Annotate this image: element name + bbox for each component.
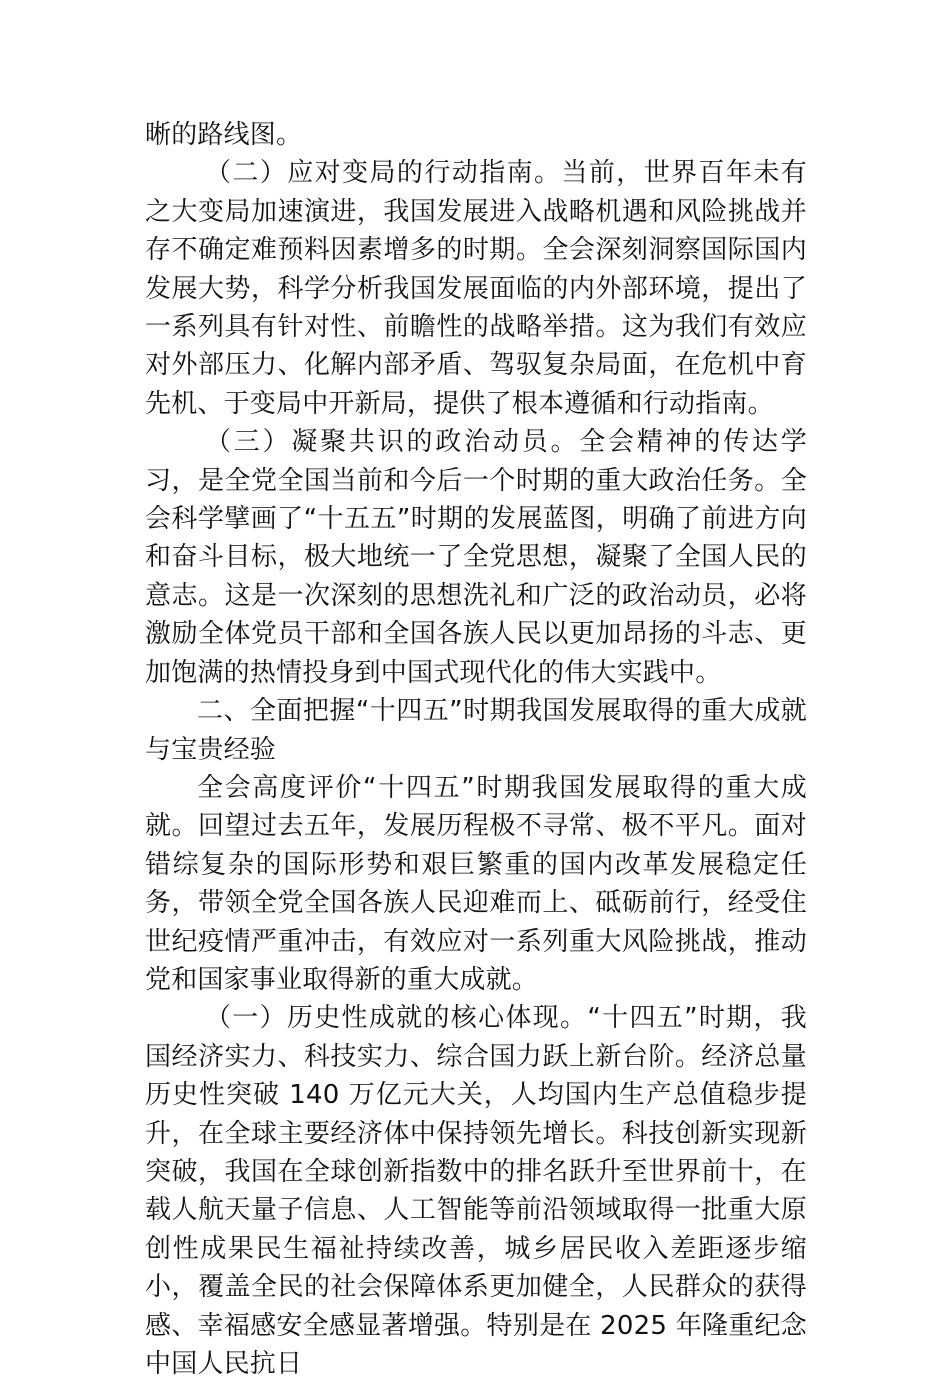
document-body bbox=[145, 116, 807, 1383]
paragraph-intro: 全会高度评价“十四五”时期我国发展取得的重大成就。回望过去五年，发展历程极不寻常、极不平凡。面对错综复杂的国际形势和艰巨繁重的国内改革发展稳定任务，带领全党全国各族人民迎难而上、砥砺前行，经受住世纪疫情严重冲击，有效应对一系列重大风险挑战，推动党和国家事业取得新的重大成就。 bbox=[145, 772, 807, 995]
paragraph-subsection-2: （二）应对变局的行动指南。当前，世界百年未有之大变局加速演进，我国发展进入战略机遇和风险挑战并存不确定难预料因素增多的时期。全会深刻洞察国际国内发展大势，科学分析我国发展面临的内外部环境，提出了一系列具有针对性、前瞻性的战略举措。这为我们有效应对外部压力、化解内部矛盾、驾驭复杂局面，在危机中育先机、于变局中开新局，提供了根本遵循和行动指南。 bbox=[145, 158, 807, 419]
paragraph-continued: 晰的路线图。 bbox=[145, 120, 303, 150]
section-heading-2: 二、全面把握“十四五”时期我国发展取得的重大成就与宝贵经验 bbox=[145, 696, 807, 765]
paragraph-subsection-3: （三）凝聚共识的政治动员。全会精神的传达学习，是全党全国当前和今后一个时期的重大政治任务。全会科学擘画了“十五五”时期的发展蓝图，明确了前进方向和奋斗目标，极大地统一了全党思想，凝聚了全国人民的意志。这是一次深刻的思想洗礼和广泛的政治动员，必将激励全体党员干部和全国各族人民以更加昂扬的斗志、更加饱满的热情投身到中国式现代化的伟大实践中。 bbox=[145, 427, 807, 688]
paragraph-subsection-1: （一）历史性成就的核心体现。“十四五”时期，我国经济实力、科技实力、综合国力跃上新台阶。经济总量历史性突破 140 万亿元大关，人均国内生产总值稳步提升，在全球主要经济体中保持领先增长。科技创新实现新突破，我国在全球创新指数中的排名跃升至世界前十，在载人航天量子信息、人工智能等前沿领域取得一批重大原创性成果民生福祉持续改善，城乡居民收入差距逐步缩小，覆盖全民的社会保障体系更加健全，人民群众的获得感、幸福感安全感显著增强。特别是在 2025 年隆重纪念中国人民抗日 bbox=[145, 1003, 807, 1379]
